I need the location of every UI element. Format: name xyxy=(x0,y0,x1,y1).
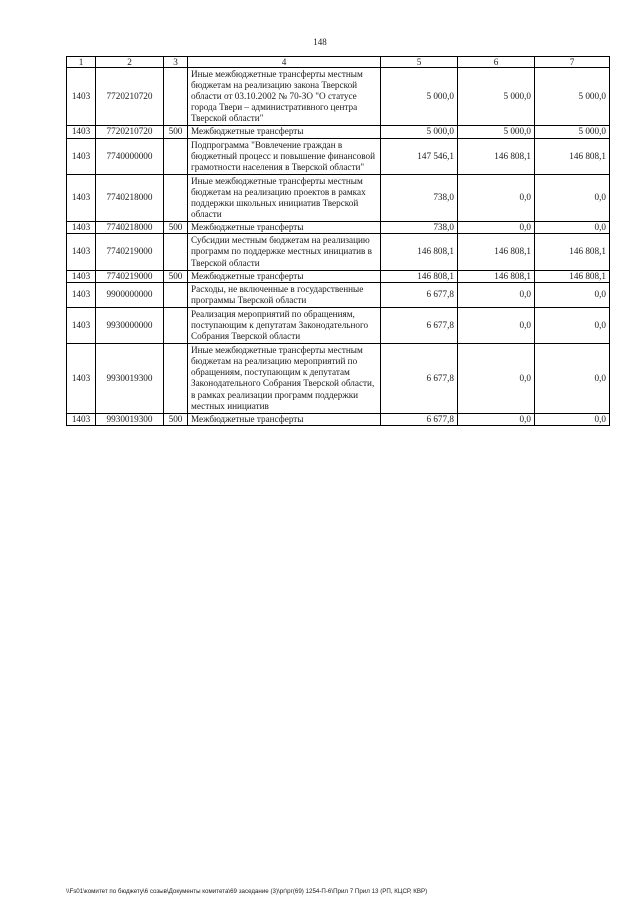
value-cell: 0,0 xyxy=(458,413,535,425)
name-cell: Иные межбюджетные трансферты местным бюджетам на реализацию проектов в рамках поддержки школьных инициатив Тверской области xyxy=(188,174,381,221)
value-cell: 6 677,8 xyxy=(381,413,458,425)
value-cell: 0,0 xyxy=(535,282,610,307)
value-cell: 146 808,1 xyxy=(458,234,535,270)
table-header-row xyxy=(67,57,610,68)
table-row xyxy=(67,270,610,282)
value-cell: 5 000,0 xyxy=(458,68,535,126)
type-cell: 500 xyxy=(164,270,188,282)
table-row xyxy=(67,234,610,270)
type-cell: 500 xyxy=(164,413,188,425)
value-cell: 6 677,8 xyxy=(381,307,458,343)
value-cell: 146 808,1 xyxy=(458,138,535,174)
section-cell: 1403 xyxy=(67,344,96,414)
type-cell xyxy=(164,307,188,343)
value-cell: 5 000,0 xyxy=(381,126,458,138)
value-cell: 738,0 xyxy=(381,222,458,234)
value-cell: 0,0 xyxy=(458,174,535,221)
budget-table xyxy=(66,56,610,426)
value-cell: 0,0 xyxy=(535,307,610,343)
value-cell: 0,0 xyxy=(535,174,610,221)
header-cell: 7 xyxy=(535,57,610,68)
value-cell: 5 000,0 xyxy=(535,68,610,126)
code-cell: 9930019300 xyxy=(96,413,164,425)
name-cell: Расходы, не включенные в государственные программы Тверской области xyxy=(188,282,381,307)
value-cell: 146 808,1 xyxy=(458,270,535,282)
code-cell: 7720210720 xyxy=(96,126,164,138)
footer-file-path: \\Fs01\комитет по бюджету\6 созыв\Документы комитета\69 заседание (3)\рг\рг(69) 1254-П-6\Прил 7 Прил 13 (РП, КЦСР, КВР) xyxy=(66,888,428,895)
value-cell: 6 677,8 xyxy=(381,344,458,414)
value-cell: 0,0 xyxy=(535,413,610,425)
code-cell: 9930000000 xyxy=(96,307,164,343)
header-cell: 6 xyxy=(458,57,535,68)
type-cell xyxy=(164,174,188,221)
code-cell: 7740219000 xyxy=(96,234,164,270)
code-cell: 7740218000 xyxy=(96,222,164,234)
value-cell: 146 808,1 xyxy=(381,270,458,282)
value-cell: 5 000,0 xyxy=(381,68,458,126)
table-row xyxy=(67,307,610,343)
section-cell: 1403 xyxy=(67,68,96,126)
table-row xyxy=(67,413,610,425)
value-cell: 0,0 xyxy=(458,307,535,343)
table-body xyxy=(67,68,610,426)
type-cell: 500 xyxy=(164,126,188,138)
type-cell xyxy=(164,282,188,307)
name-cell: Межбюджетные трансферты xyxy=(188,270,381,282)
value-cell: 5 000,0 xyxy=(458,126,535,138)
table-row xyxy=(67,126,610,138)
type-cell xyxy=(164,234,188,270)
table-row xyxy=(67,174,610,221)
header-cell: 5 xyxy=(381,57,458,68)
table-row xyxy=(67,222,610,234)
value-cell: 146 808,1 xyxy=(535,234,610,270)
value-cell: 738,0 xyxy=(381,174,458,221)
section-cell: 1403 xyxy=(67,126,96,138)
value-cell: 0,0 xyxy=(458,282,535,307)
header-cell: 3 xyxy=(164,57,188,68)
value-cell: 0,0 xyxy=(535,222,610,234)
code-cell: 9930019300 xyxy=(96,344,164,414)
name-cell: Подпрограмма "Вовлечение граждан в бюджетный процесс и повышение финансовой грамотности населения в Тверской области" xyxy=(188,138,381,174)
header-cell: 1 xyxy=(67,57,96,68)
table-row xyxy=(67,344,610,414)
section-cell: 1403 xyxy=(67,413,96,425)
type-cell xyxy=(164,68,188,126)
header-cell: 4 xyxy=(188,57,381,68)
name-cell: Реализация мероприятий по обращениям, поступающим к депутатам Законодательного Собрания Тверской области xyxy=(188,307,381,343)
name-cell: Иные межбюджетные трансферты местным бюджетам на реализацию мероприятий по обращениям, поступающим к депутатам Законодательного Собрания Тверской области, в рамках реализации программ поддержки местных инициатив xyxy=(188,344,381,414)
section-cell: 1403 xyxy=(67,138,96,174)
header-cell: 2 xyxy=(96,57,164,68)
table-row xyxy=(67,282,610,307)
name-cell: Субсидии местным бюджетам на реализацию программ по поддержке местных инициатив в Тверской области xyxy=(188,234,381,270)
section-cell: 1403 xyxy=(67,270,96,282)
value-cell: 0,0 xyxy=(458,344,535,414)
page-number: 148 xyxy=(313,37,327,47)
value-cell: 5 000,0 xyxy=(535,126,610,138)
code-cell: 7740218000 xyxy=(96,174,164,221)
code-cell: 7740219000 xyxy=(96,270,164,282)
name-cell: Межбюджетные трансферты xyxy=(188,413,381,425)
type-cell xyxy=(164,138,188,174)
code-cell: 7720210720 xyxy=(96,68,164,126)
name-cell: Межбюджетные трансферты xyxy=(188,222,381,234)
section-cell: 1403 xyxy=(67,174,96,221)
name-cell: Иные межбюджетные трансферты местным бюджетам на реализацию закона Тверской области от 03.10.2002 № 70-ЗО "О статусе города Твери – административного центра Тверской области" xyxy=(188,68,381,126)
code-cell: 9900000000 xyxy=(96,282,164,307)
section-cell: 1403 xyxy=(67,307,96,343)
section-cell: 1403 xyxy=(67,234,96,270)
value-cell: 146 808,1 xyxy=(535,270,610,282)
table-row xyxy=(67,68,610,126)
section-cell: 1403 xyxy=(67,222,96,234)
value-cell: 0,0 xyxy=(458,222,535,234)
value-cell: 0,0 xyxy=(535,344,610,414)
value-cell: 146 808,1 xyxy=(535,138,610,174)
code-cell: 7740000000 xyxy=(96,138,164,174)
name-cell: Межбюджетные трансферты xyxy=(188,126,381,138)
section-cell: 1403 xyxy=(67,282,96,307)
type-cell: 500 xyxy=(164,222,188,234)
value-cell: 147 546,1 xyxy=(381,138,458,174)
type-cell xyxy=(164,344,188,414)
value-cell: 6 677,8 xyxy=(381,282,458,307)
table-row xyxy=(67,138,610,174)
value-cell: 146 808,1 xyxy=(381,234,458,270)
